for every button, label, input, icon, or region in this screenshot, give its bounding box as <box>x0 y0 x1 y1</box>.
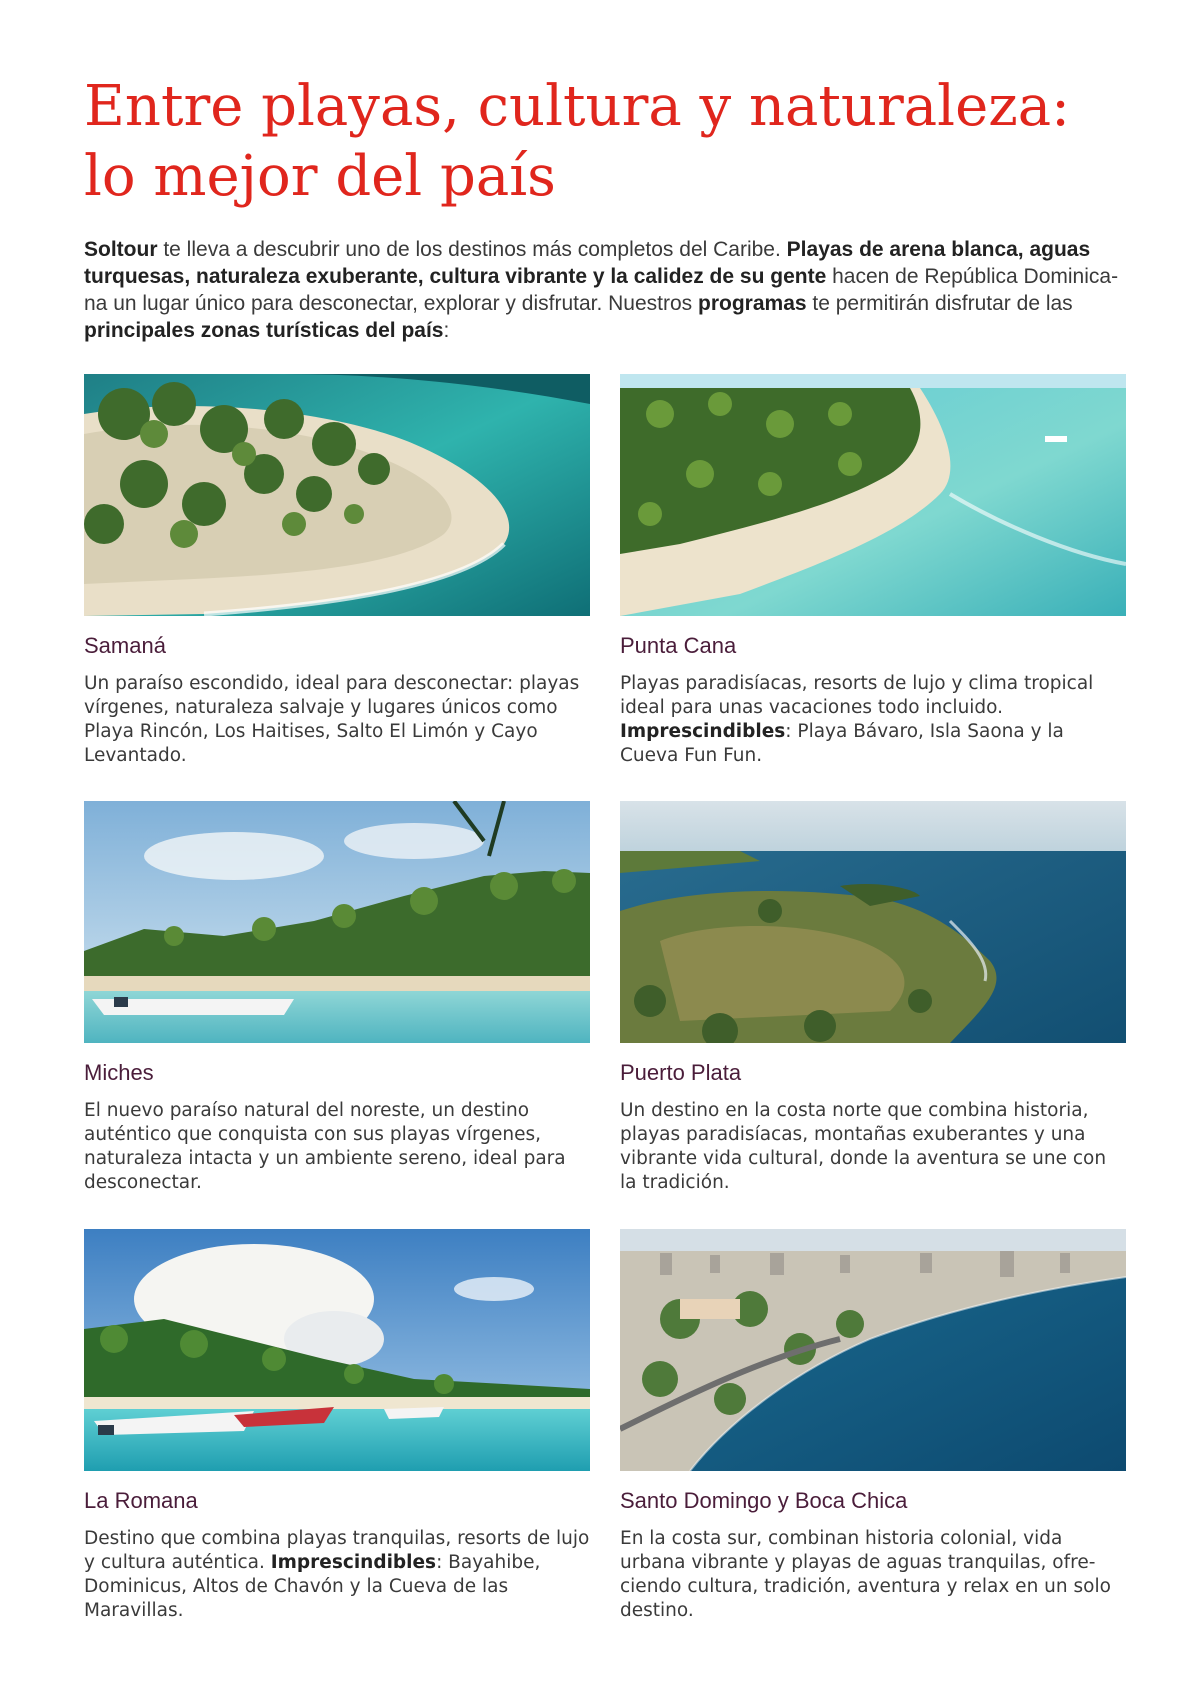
description-text: Destino que combina playas tranquilas, resorts de lujo y cultura auténtica. <box>84 1528 590 1573</box>
destination-description <box>620 672 1126 768</box>
destination-description: Un destino en la costa norte que combina historia, playas paradisíacas, montañas exuberantes y una vibrante vida cultural, donde la aventura se une con la tradición. <box>620 1100 1107 1193</box>
intro-text: : <box>443 319 450 342</box>
photo-punta-cana <box>620 374 1126 616</box>
intro-text: te lleva a descubrir uno de los destinos más completos del Caribe. <box>157 238 787 261</box>
aerial-beach-image <box>620 374 1126 616</box>
beach-boats-image <box>84 1229 590 1471</box>
destination-card-punta-cana <box>620 374 1126 768</box>
brand-name: Soltour <box>84 238 158 261</box>
destination-title: Samaná <box>84 633 166 658</box>
intro-highlight: programas <box>698 292 807 315</box>
destination-card-miches <box>84 801 590 1195</box>
aerial-beach-image <box>84 374 590 616</box>
destination-card-samana <box>84 374 590 768</box>
beach-shore-image <box>84 801 590 1043</box>
page-title-line-2: lo mejor del país <box>84 144 556 209</box>
aerial-coast-image <box>620 801 1126 1043</box>
destination-card-puerto-plata <box>620 801 1126 1195</box>
intro-highlight: principales zonas turísticas del país <box>84 319 444 342</box>
page-title <box>84 72 1124 212</box>
intro-paragraph <box>84 236 1134 344</box>
intro-text: hacen de República Dominicana un lugar único para desconectar, explorar y disfrutar. Nuestros <box>84 265 1119 315</box>
description-text: : Bayahibe, Dominicus, Altos de Chavón y la Cueva de las Maravillas. <box>84 1552 541 1621</box>
destination-card-santo-domingo <box>620 1229 1126 1623</box>
destination-description <box>84 1527 590 1623</box>
destination-title: Santo Domingo y Boca Chica <box>620 1488 908 1513</box>
destination-title: Punta Cana <box>620 633 737 658</box>
page-title-line-1: Entre playas, cultura y naturaleza: <box>84 74 1070 139</box>
destination-card-la-romana <box>84 1229 590 1623</box>
destination-description: En la costa sur, combinan historia colonial, vida urbana vibrante y playas de aguas tranquilas, ofreciendo cultura, tradición, aventura y relax en un solo destino. <box>620 1528 1111 1621</box>
destination-title: Puerto Plata <box>620 1060 742 1085</box>
intro-text: te permitirán disfrutar de las <box>806 292 1073 315</box>
destination-description: El nuevo paraíso natural del noreste, un destino auténtico que conquista con sus playas vírgenes, naturaleza intacta y un ambiente sereno, ideal para desconectar. <box>84 1100 566 1193</box>
intro-highlight: Playas de arena blanca, aguas turquesas, naturaleza exuberante, cultura vibrante y la calidez de su gente <box>84 238 1091 288</box>
photo-puerto-plata <box>620 801 1126 1043</box>
destination-description: Un paraíso escondido, ideal para desconectar: playas vírgenes, naturaleza salvaje y lugares únicos como Playa Rincón, Los Haitises, Salto El Limón y Cayo Levantado. <box>84 673 580 766</box>
photo-santo-domingo <box>620 1229 1126 1471</box>
photo-miches <box>84 801 590 1043</box>
highlight-label: Imprescindibles <box>270 1552 437 1573</box>
description-text: : Playa Bávaro, Isla Saona y la Cueva Fun Fun. <box>620 721 1064 766</box>
highlight-label: Imprescindibles <box>620 721 786 742</box>
description-text: Playas paradisíacas, resorts de lujo y clima tropical ideal para unas vacaciones todo incluido. <box>620 673 1094 718</box>
destination-title: Miches <box>84 1060 154 1085</box>
aerial-city-coast-image <box>620 1229 1126 1471</box>
photo-samana <box>84 374 590 616</box>
photo-la-romana <box>84 1229 590 1471</box>
destination-title: La Romana <box>84 1488 198 1513</box>
